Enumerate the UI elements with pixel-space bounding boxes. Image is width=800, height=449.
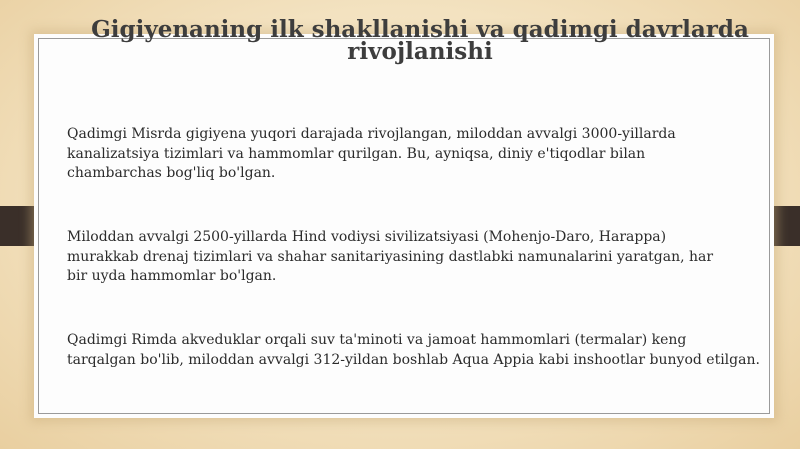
slide-title: [70, 16, 770, 65]
paragraph-line: Qadimgi Misrda gigiyena yuqori darajada rivojlangan, miloddan avvalgi 3000-yillarda: [67, 126, 676, 142]
paragraph-line: Miloddan avvalgi 2500-yillarda Hind vodiysi sivilizatsiyasi (Mohenjo-Daro, Harappa): [67, 229, 667, 245]
paragraph-rome: [67, 331, 777, 370]
slide-title-line: rivojlanishi: [347, 38, 493, 65]
paragraph-line: murakkab drenaj tizimlari va shahar sanitariyasining dastlabki namunalarini yaratgan, har: [67, 248, 714, 265]
paragraph-line: Qadimgi Rimda akveduklar orqali suv ta'minoti va jamoat hammomlari (termalar) keng: [67, 332, 687, 348]
paragraph-line: kanalizatsiya tizimlari va hammomlar qurilgan. Bu, ayniqsa, diniy e'tiqodlar bilan: [67, 145, 646, 162]
paragraph-indus-valley: [67, 228, 777, 287]
paragraph-line: tarqalgan bo'lib, miloddan avvalgi 312-yildan boshlab Aqua Appia kabi inshootlar bunyod etilgan.: [67, 351, 760, 368]
paragraph-line: bir uyda hammomlar bo'lgan.: [67, 268, 277, 284]
slide-title-line: Gigiyenaning ilk shakllanishi va qadimgi davrlarda: [91, 16, 749, 43]
paragraph-egypt: [67, 125, 777, 184]
paragraph-line: chambarchas bog'liq bo'lgan.: [67, 165, 276, 181]
